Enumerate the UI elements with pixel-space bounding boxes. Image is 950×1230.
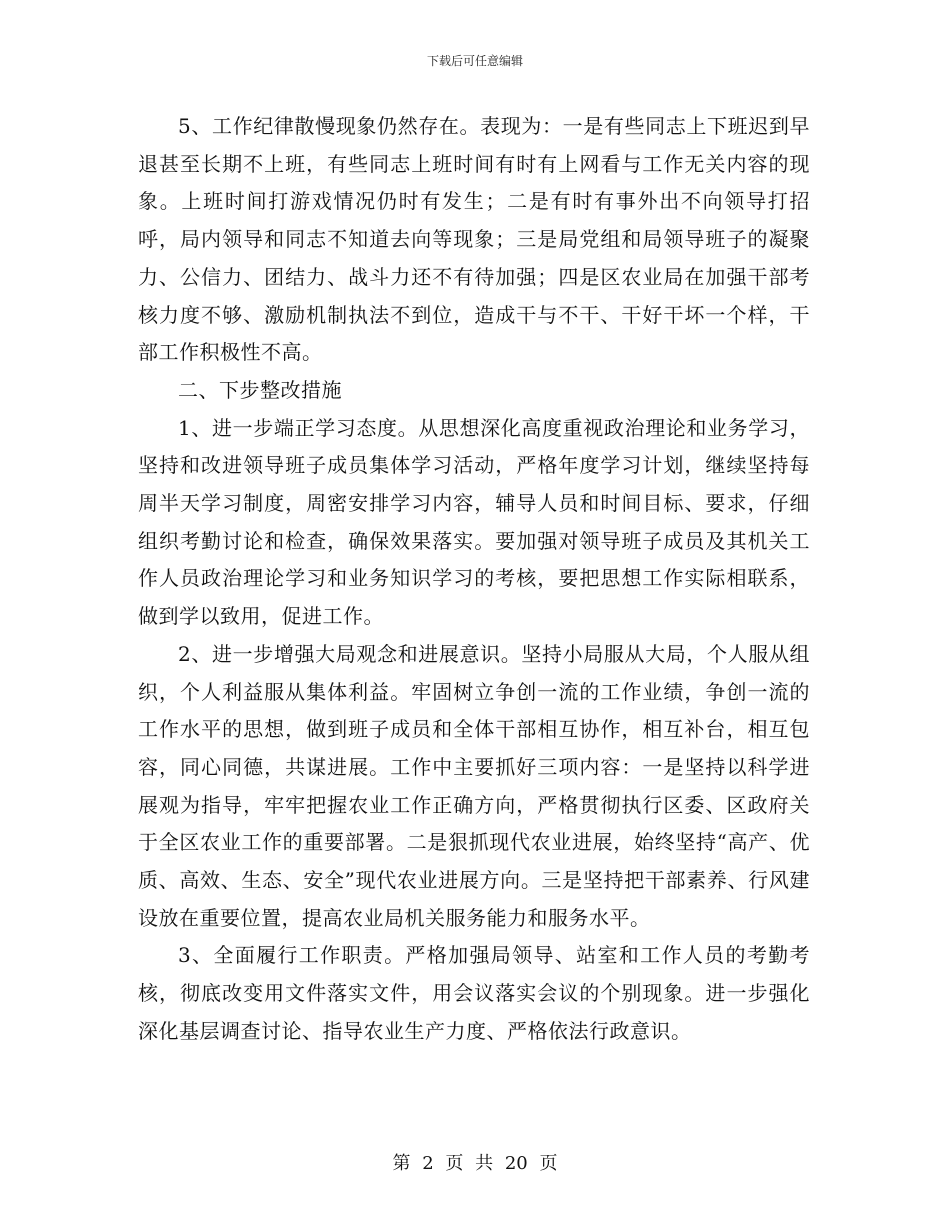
paragraph-duty-performance: 3、全面履行工作职责。严格加强局领导、站室和工作人员的考勤考核，彻底改变用文件落实文件，用会议落实会议的个别现象。进一步强化深化基层调查讨论、指导农业生产力度、严格依法行政意识。 <box>138 943 810 1043</box>
document-body <box>138 108 810 1051</box>
page-header: 下载后可任意编辑 <box>426 54 523 68</box>
page-number-footer: 第 2 页 共 20 页 <box>392 1153 558 1174</box>
section-heading-rectification: 二、下步整改措施 <box>178 377 342 402</box>
paragraph-overall-awareness: 2、进一步增强大局观念和进展意识。坚持小局服从大局，个人服从组织，个人利益服从集体利益。牢固树立争创一流的工作业绩，争创一流的工作水平的思想，做到班子成员和全体干部相互协作，相互补台，相互包容，同心同德，共谋进展。工作中主要抓好三项内容：一是坚持以科学进展观为指导，牢牢把握农业工作正确方向，严格贯彻执行区委、区政府关于全区农业工作的重要部署。二是狠抓现代农业进展，始终坚持“高产、优质、高效、生态、安全”现代农业进展方向。三是坚持把干部素养、行风建设放在重要位置，提高农业局机关服务能力和服务水平。 <box>138 641 810 930</box>
paragraph-discipline-issues: 5、工作纪律散慢现象仍然存在。表现为：一是有些同志上下班迟到早退甚至长期不上班，有些同志上班时间有时有上网看与工作无关内容的现象。上班时间打游戏情况仍时有发生；二是有时有事外出不向领导打招呼，局内领导和同志不知道去向等现象；三是局党组和局领导班子的凝聚力、公信力、团结力、战斗力还不有待加强；四是区农业局在加强干部考核力度不够、激励机制执法不到位，造成干与不干、干好干坏一个样，干部工作积极性不高。 <box>138 114 810 365</box>
paragraph-learning-attitude: 1、进一步端正学习态度。从思想深化高度重视政治理论和业务学习，坚持和改进领导班子成员集体学习活动，严格年度学习计划，继续坚持每周半天学习制度，周密安排学习内容，辅导人员和时间目标、要求，仔细组织考勤讨论和检查，确保效果落实。要加强对领导班子成员及其机关工作人员政治理论学习和业务知识学习的考核，要把思想工作实际相联系，做到学以致用，促进工作。 <box>138 415 810 629</box>
